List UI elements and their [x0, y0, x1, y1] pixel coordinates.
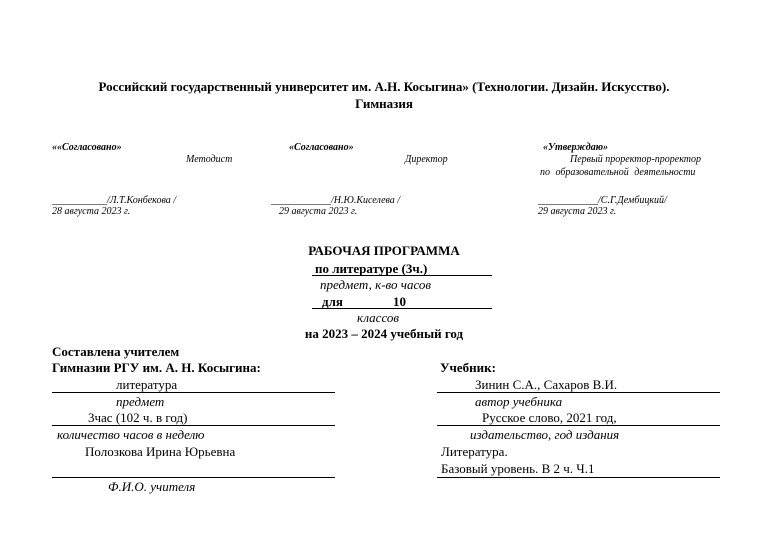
- approval-2-role: Директор: [405, 154, 448, 165]
- approval-1-date: 28 августа 2023 г.: [52, 206, 131, 217]
- approval-3-date: 29 августа 2023 г.: [538, 206, 617, 217]
- program-subject: по литературе (3ч.): [315, 261, 428, 276]
- compiler-hours-underline: [52, 425, 335, 426]
- compiler-subject-underline: [52, 392, 335, 393]
- textbook-label: Учебник:: [440, 360, 496, 375]
- approval-3-role: Первый проректор-проректор: [570, 154, 702, 165]
- textbook-author-value: Зинин С.А., Сахаров В.И.: [475, 377, 618, 392]
- approval-3-title: «Утверждаю»: [543, 142, 609, 153]
- textbook-author-underline: [437, 392, 720, 393]
- approval-1-role: Методист: [186, 154, 233, 165]
- compiler-hours-caption: количество часов в неделю: [57, 427, 205, 442]
- compiler-teacher-caption: Ф.И.О. учителя: [108, 479, 196, 494]
- institution-subtitle: Гимназия: [355, 96, 413, 111]
- compiler-line2: Гимназии РГУ им. А. Н. Косыгина:: [52, 360, 261, 375]
- approval-2-date: 29 августа 2023 г.: [279, 206, 358, 217]
- compiler-hours-value: 3час (102 ч. в год): [88, 410, 188, 425]
- textbook-title-line1: Литература.: [441, 444, 508, 459]
- program-subject-caption: предмет, к-во часов: [320, 277, 432, 292]
- textbook-author-caption: автор учебника: [475, 394, 563, 409]
- program-grade-caption: классов: [357, 310, 400, 325]
- approval-3-signature: ____________/С.Г.Дембицкий/: [538, 195, 667, 206]
- program-year: на 2023 – 2024 учебный год: [304, 326, 464, 341]
- textbook-title-line2: Базовый уровень. В 2 ч. Ч.1: [441, 461, 595, 476]
- textbook-publisher-value: Русское слово, 2021 год,: [482, 410, 617, 425]
- compiler-subject-value: литература: [116, 377, 178, 392]
- textbook-publisher-underline: [437, 425, 720, 426]
- approval-2-title: «Согласовано»: [289, 142, 354, 153]
- grade-underline: [312, 308, 492, 309]
- textbook-title-underline: [437, 477, 720, 478]
- approval-3-role-line2: по образовательной деятельности: [540, 167, 696, 178]
- approval-1-signature: ___________/Л.Т.Конбекова /: [52, 195, 177, 206]
- approval-2-signature: ____________/Н.Ю.Киселева /: [271, 195, 401, 206]
- subject-underline: [312, 275, 492, 276]
- compiler-teacher-value: Полозкова Ирина Юрьевна: [85, 444, 236, 459]
- institution-name: Российский государственный университет им. А.Н. Косыгина» (Технологии. Дизайн. Искусство).: [98, 79, 670, 94]
- program-title: РАБОЧАЯ ПРОГРАММА: [308, 243, 460, 258]
- program-grade: 10: [393, 294, 406, 309]
- compiler-teacher-underline: [52, 477, 335, 478]
- compiler-subject-caption: предмет: [116, 394, 165, 409]
- textbook-publisher-caption: издательство, год издания: [470, 427, 620, 442]
- program-for-label: для: [322, 294, 343, 309]
- approval-1-title: ««Согласовано»: [52, 142, 122, 153]
- compiler-line1: Составлена учителем: [52, 344, 180, 359]
